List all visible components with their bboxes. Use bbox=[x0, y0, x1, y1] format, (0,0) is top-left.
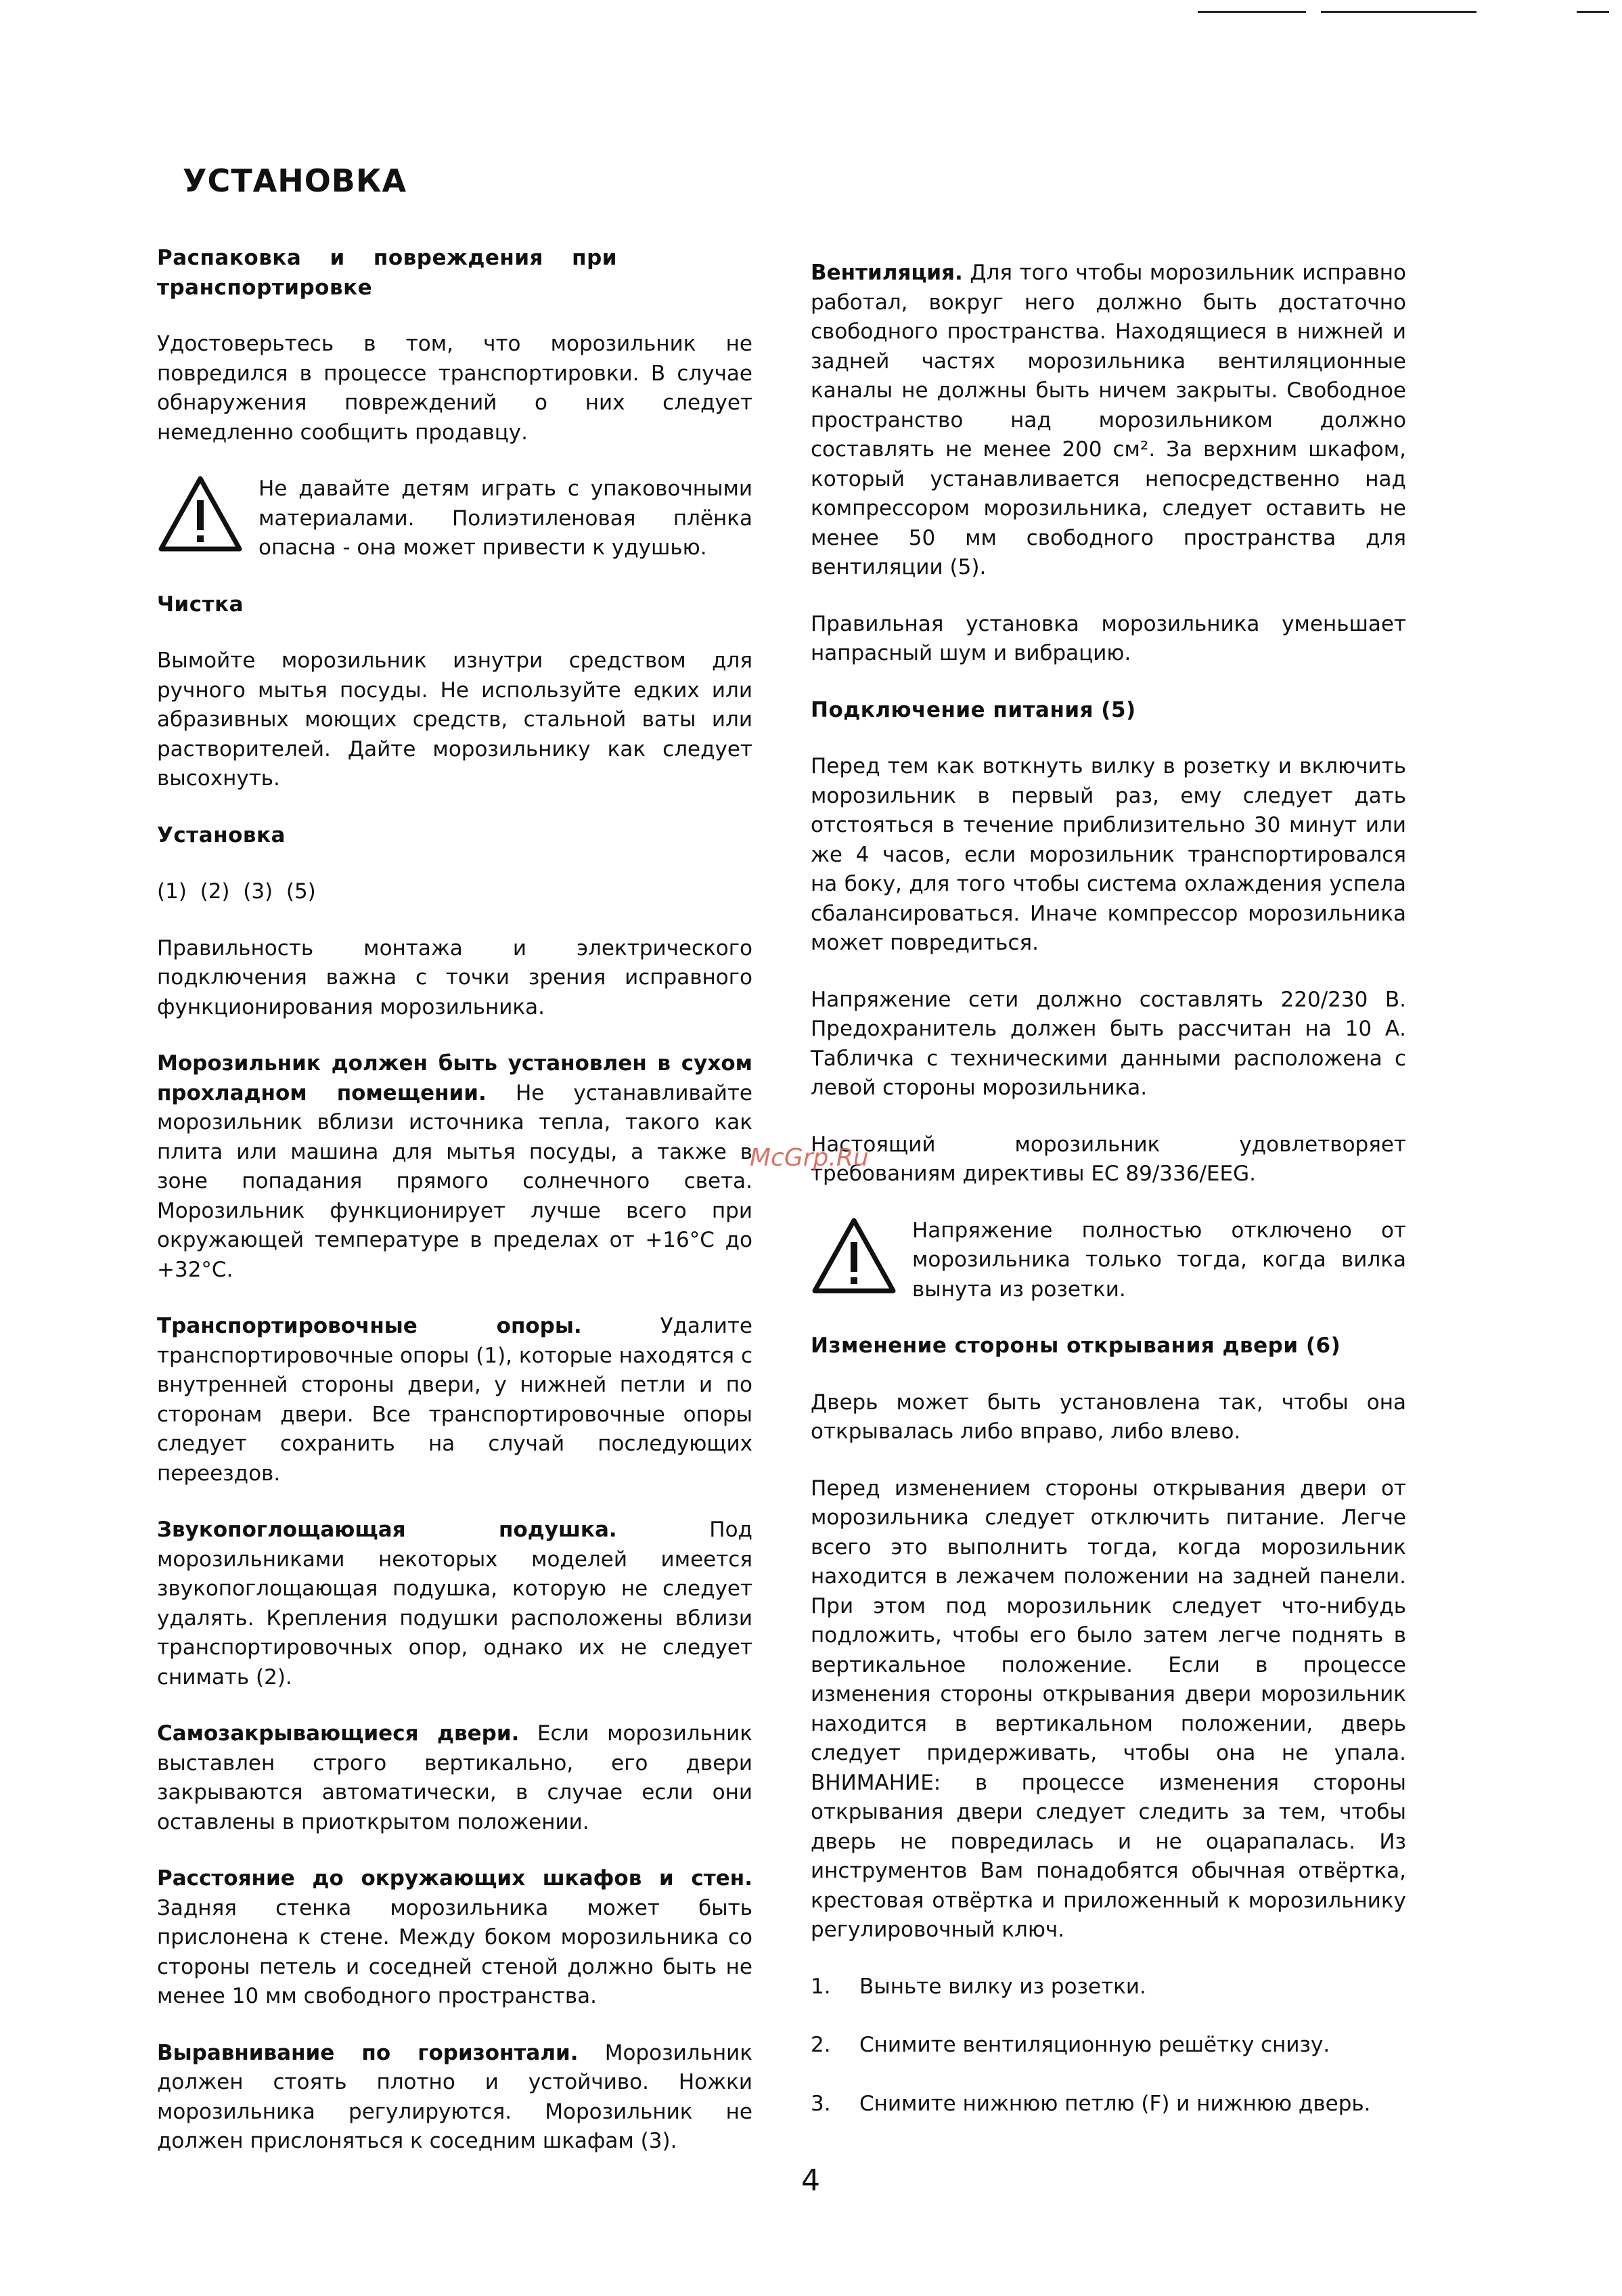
doors-paragraph bbox=[157, 1719, 752, 1837]
vent-text: Для того чтобы морозильник исправно работал, вокруг него должно быть достаточно свободного пространства. Находящиеся в нижней и задней частях морозильника вентиляционные каналы не должны быть ничем закрыты. Свободное пространство над морозильником должно составлять не менее 200 см². За верхним шкафом, который устанавливается непосредственно над компрессором морозильника, следует оставить не менее 50 мм свободного пространства для вентиляции (5). bbox=[811, 261, 1406, 579]
dry-room-lead: Морозильник должен быть установлен в сухом прохладном помещении. bbox=[157, 1051, 752, 1105]
list-item bbox=[811, 2090, 1406, 2119]
vent-paragraph-2: Правильная установка морозильника уменьшает напрасный шум и вибрацию. bbox=[811, 611, 1406, 665]
list-item bbox=[811, 1972, 1406, 2002]
packaging-warning-text: Не давайте детям играть с упаковочными материалами. Полиэтиленовая плёнка опасна - она может привести к удушью. bbox=[258, 477, 752, 560]
top-rule-2 bbox=[1321, 11, 1477, 13]
pad-text: Под морозильниками некоторых моделей имеется звукопоглощающая подушка, которую не следует удалять. Крепления подушки расположены вблизи транспортировочных опор, однако их не следует снимать (2). bbox=[157, 1518, 752, 1690]
list-item bbox=[811, 2031, 1406, 2060]
step-text: Выньте вилку из розетки. bbox=[859, 1974, 1146, 1999]
doors-text: Если морозильник выставлен строго вертикально, его двери закрываются автоматически, в случае если они оставлены в приоткрытом положении. bbox=[157, 1721, 752, 1834]
transport-lead: Транспортировочные опоры. bbox=[157, 1314, 582, 1338]
power-warning bbox=[811, 1216, 1406, 1305]
step-number: 3. bbox=[811, 2091, 831, 2116]
distance-lead: Расстояние до окружающих шкафов и стен. bbox=[157, 1866, 752, 1891]
pad-lead: Звукопоглощающая подушка. bbox=[157, 1518, 617, 1542]
step-text: Снимите вентиляционную решётку снизу. bbox=[859, 2033, 1330, 2057]
top-rule-3 bbox=[1577, 11, 1609, 13]
power-warning-text: Напряжение полностью отключено от морозильника только тогда, когда вилка вынута из розетки. bbox=[912, 1218, 1406, 1302]
vent-paragraph bbox=[811, 259, 1406, 583]
left-column bbox=[157, 244, 752, 2184]
level-paragraph bbox=[157, 2039, 752, 2157]
warning-triangle-icon bbox=[157, 474, 244, 554]
packaging-warning bbox=[157, 474, 752, 563]
pad-paragraph bbox=[157, 1516, 752, 1692]
warning-triangle-icon bbox=[811, 1216, 897, 1296]
install-heading: Установка bbox=[157, 822, 286, 847]
transport-text: Удалите транспортировочные опоры (1), которые находятся с внутренней стороны двери, у нижней петли и по сторонам двери. Все транспортировочные опоры следует сохранить на случай последующих переездов. bbox=[157, 1314, 752, 1486]
transport-paragraph bbox=[157, 1312, 752, 1488]
right-column bbox=[811, 259, 1406, 2148]
dry-room-paragraph bbox=[157, 1049, 752, 1285]
level-text: Морозильник должен стоять плотно и устойчиво. Ножки морозильника регулируются. Морозильник не должен прислоняться к соседним шкафам (3). bbox=[157, 2040, 752, 2153]
directive-paragraph: Настоящий морозильник удовлетворяет требованиям директивы ЕС 89/336/EEG. bbox=[811, 1132, 1406, 1186]
level-lead: Выравнивание по горизонтали. bbox=[157, 2040, 579, 2065]
step-text: Снимите нижнюю петлю (F) и нижнюю дверь. bbox=[859, 2091, 1371, 2116]
cleaning-paragraph: Вымойте морозильник изнутри средством для ручного мытья посуды. Не используйте едких или абразивных моющих средств, стальной ваты или растворителей. Дайте морозильнику как следует высохнуть. bbox=[157, 648, 752, 791]
install-paragraph: Правильность монтажа и электрического подключения важна с точки зрения исправного функционирования морозильника. bbox=[157, 935, 752, 1019]
reverse-door-paragraph: Дверь может быть установлена так, чтобы она открывалась либо вправо, либо влево. bbox=[811, 1390, 1406, 1444]
install-figure-refs: (1) (2) (3) (5) bbox=[157, 879, 316, 904]
unpacking-heading: Распаковка и повреждения при транспортировке bbox=[157, 246, 617, 300]
dry-room-text: Не устанавливайте морозильник вблизи источника тепла, такого как плита или машина для мытья посуды, а также в зоне попадания прямого солнечного света. Морозильник функционирует лучше всего при окружающей температуре в пределах от +16°C до +32°C. bbox=[157, 1080, 753, 1282]
step-number: 2. bbox=[811, 2033, 831, 2057]
doors-lead: Самозакрывающиеся двери. bbox=[157, 1721, 520, 1746]
reverse-door-heading: Изменение стороны открывания двери (6) bbox=[811, 1333, 1341, 1358]
power-paragraph: Перед тем как воткнуть вилку в розетку и включить морозильник в первый раз, ему следует дать отстояться в течение приблизительно 30 минут или же 4 часов, если морозильник транспортировался на боку, для того чтобы система охлаждения успела сбалансироваться. Иначе компрессор морозильника может повредиться. bbox=[811, 754, 1406, 955]
reverse-door-paragraph-2: Перед изменением стороны открывания двери от морозильника следует отключить питание. Легче всего это выполнить тогда, когда морозильник находится в лежачем положении на задней панели. При этом под морозильник следует что-нибудь подложить, чтобы его было затем легче поднять в вертикальное положение. Если в процессе изменения стороны открывания двери морозильник находится в вертикальном положении, дверь следует придерживать, чтобы она не упала. ВНИМАНИЕ: в процессе изменения стороны открывания двери следует следить за тем, чтобы дверь не повредилась и не оцарапалась. Из инструментов Вам понадобятся обычная отвёртка, крестовая отвёртка и приложенный к морозильнику регулировочный ключ. bbox=[811, 1476, 1406, 1942]
power-heading: Подключение питания (5) bbox=[811, 697, 1136, 722]
distance-text: Задняя стенка морозильника может быть прислонена к стене. Между боком морозильника со стороны петель и соседней стеной должно быть не менее 10 мм свободного пространства. bbox=[157, 1895, 752, 2008]
reverse-door-steps bbox=[811, 1972, 1406, 2119]
top-rule-1 bbox=[1198, 11, 1306, 13]
voltage-paragraph: Напряжение сети должно составлять 220/230 В. Предохранитель должен быть рассчитан на 10 А. Табличка с техническими данными расположена с левой стороны морозильника. bbox=[811, 987, 1406, 1100]
vent-lead: Вентиляция. bbox=[811, 261, 963, 285]
page-number: 4 bbox=[801, 2163, 820, 2198]
page-title: УСТАНОВКА bbox=[183, 162, 407, 199]
watermark: McGrp.Ru bbox=[750, 1144, 869, 1172]
cleaning-heading: Чистка bbox=[157, 592, 244, 617]
step-number: 1. bbox=[811, 1974, 831, 1999]
distance-paragraph bbox=[157, 1864, 752, 2012]
unpacking-paragraph: Удостоверьтесь в том, что морозильник не повредился в процессе транспортировки. В случае обнаружения повреждений о них следует немедленно сообщить продавцу. bbox=[157, 332, 752, 445]
